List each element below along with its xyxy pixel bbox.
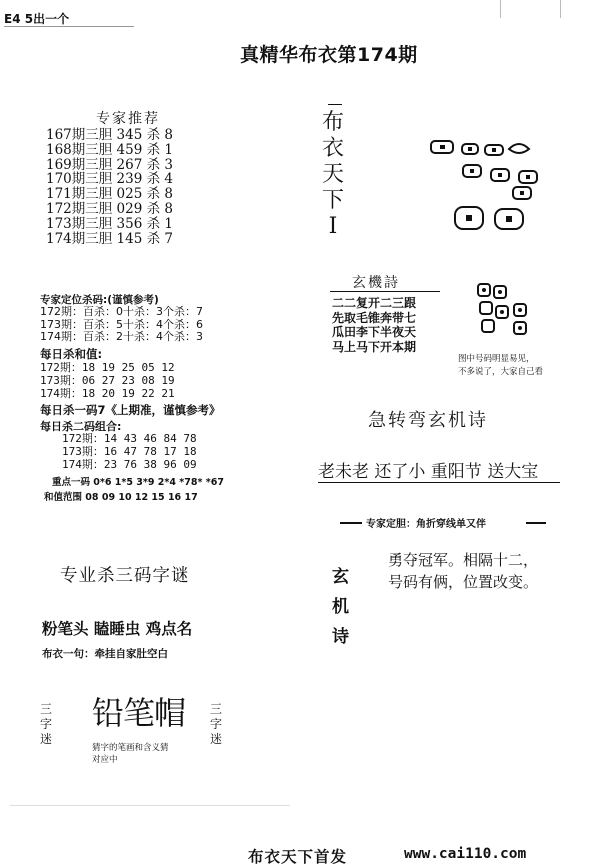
dingwei-row: 173期：百杀：5十杀：4个杀：6	[40, 317, 203, 331]
expert-row: 171期三胆 025 杀 8	[46, 186, 173, 203]
zimi-side-left	[40, 702, 52, 747]
expert-header: 专家推荐	[96, 111, 160, 127]
zhuanjia-dash-left	[340, 522, 362, 524]
expert-row: 173期三胆 356 杀 1	[46, 215, 173, 232]
top-divider-1	[500, 0, 501, 18]
xuanji-line: 瓜田李下半夜天	[332, 325, 417, 339]
xuanji-header-rule	[330, 291, 440, 292]
footer-title: 布衣天下首发	[248, 848, 348, 866]
xuanji-lines	[332, 296, 416, 354]
coin-hole	[468, 147, 472, 151]
coin-hole	[498, 173, 502, 177]
zhongdian-line: 重点一码 0*6 1*5 3*9 2*4 *78* *67	[52, 477, 224, 488]
bead-shape	[480, 302, 492, 314]
bead-dot	[500, 310, 504, 314]
jizhuan-phrase: 老未老 还了小 重阳节 送大宝	[318, 462, 539, 482]
erma-row: 172期：14 43 46 84 78	[62, 432, 197, 445]
coin-hole	[466, 215, 472, 221]
top-strip	[0, 0, 600, 30]
buyi-mark	[328, 104, 342, 105]
hezhi-header: 每日杀和值:	[40, 347, 103, 361]
xuanji-shi-line-2: 号码有俩，位置改变。	[388, 573, 539, 591]
xuanji-shi-line-1: 勇夺冠军。相隔十二，	[388, 551, 539, 569]
dingwei-rows	[40, 306, 203, 344]
expert-row: 174期三胆 145 杀 7	[46, 230, 173, 247]
footer-url: www.cai110.com	[404, 846, 527, 862]
top-divider-2	[560, 0, 561, 18]
buyi-title-char: I	[328, 214, 338, 239]
xuanji-line: 先取毛锥奔带七	[332, 310, 417, 325]
xuanji-caption-1: 图中号码明显易见，	[458, 354, 535, 364]
zimi-note-2: 对应中	[92, 755, 118, 765]
yima-line: 每日杀一码7《上期准，谨慎参考》	[40, 403, 221, 417]
xuanji-shi-char: 机	[332, 597, 349, 617]
expert-row: 167期三胆 345 杀 8	[46, 127, 173, 143]
ingot-shape	[509, 144, 529, 153]
jizhuan-title: 急转弯玄机诗	[368, 410, 488, 431]
dingwei-header: 专家定位杀码:(谨慎参考)	[40, 294, 159, 306]
zimi-side-right-char: 字	[210, 717, 223, 731]
bead-shape	[482, 320, 494, 332]
bottom-rule	[10, 805, 290, 806]
coin-hole	[506, 216, 512, 222]
jizhuan-underline	[318, 482, 560, 483]
bead-dot	[518, 326, 522, 330]
xuanji-shi-char: 玄	[332, 567, 349, 587]
bead-dot	[482, 288, 486, 292]
zimi-side-right-char: 迷	[210, 732, 223, 746]
coin-hole	[492, 148, 496, 152]
expert-row: 168期三胆 459 杀 1	[46, 141, 173, 158]
hezhi-rows	[40, 361, 175, 400]
zimi-side-left-char: 三	[40, 702, 53, 716]
xuanji-line: 二二复开二三跟	[332, 296, 417, 310]
hezhi-row: 172期：18 19 25 05 12	[40, 361, 175, 374]
hezhi-row: 174期：18 20 19 22 21	[40, 387, 175, 400]
dingwei-row: 174期：百杀：2十杀：4个杀：3	[40, 330, 203, 343]
zimi-side-right-char: 三	[210, 702, 223, 716]
expert-row: 172期三胆 029 杀 8	[46, 200, 173, 217]
expert-rows	[46, 128, 173, 246]
hezhi-range-line: 和值范围 08 09 10 12 15 16 17	[44, 492, 198, 503]
coin-hole	[440, 145, 445, 149]
erma-row: 174期：23 76 38 96 09	[62, 458, 197, 471]
buyi-title-char: 衣	[322, 136, 345, 161]
zimi-side-right	[210, 702, 222, 747]
coin-hole	[526, 175, 530, 179]
xuanji-header: 玄機詩	[352, 275, 400, 291]
buyi-title	[322, 110, 344, 240]
xuanji-shi-side	[332, 562, 349, 652]
xuanji-shi-char: 诗	[332, 627, 349, 647]
top-line	[4, 26, 134, 27]
xuanji-caption-2: 不多说了，大家自己看	[458, 367, 544, 377]
erma-row: 173期：16 47 78 17 18	[62, 445, 197, 458]
bead-dot	[518, 308, 522, 312]
buyi-title-char: 下	[322, 188, 345, 213]
xuanji-line: 马上马下开本期	[332, 339, 417, 354]
zimi-side-left-char: 字	[40, 717, 53, 731]
bead-pattern-picture	[470, 278, 550, 342]
hezhi-row: 173期：06 27 23 08 19	[40, 374, 175, 387]
coin-hole	[520, 191, 524, 195]
zhuanjia-label: 专家定胆：角折穿线单又伴	[366, 519, 486, 530]
zimi-title: 专业杀三码字谜	[60, 566, 190, 586]
buyi-title-char: 天	[322, 162, 345, 187]
zimi-hint: 布衣一句：牵挂自家肚空白	[42, 648, 168, 660]
coin-hole	[470, 169, 474, 173]
page-title: 真精华布衣第174期	[240, 44, 418, 66]
top-label: E4 5出一个	[4, 12, 70, 26]
erma-header: 每日杀二码组合:	[40, 420, 122, 433]
zimi-words: 粉笔头 瞌睡虫 鸡点名	[42, 620, 193, 638]
zimi-note-1: 猜字的笔画和含义猜	[92, 743, 169, 753]
buyi-title-char: 布	[322, 110, 345, 135]
expert-row: 170期三胆 239 杀 4	[46, 171, 173, 188]
dingwei-row: 172期：百杀：0十杀：3个杀：7	[40, 305, 203, 318]
bead-dot	[498, 290, 502, 294]
zimi-center: 铅笔帽	[92, 694, 186, 732]
expert-row: 169期三胆 267 杀 3	[46, 156, 173, 173]
erma-rows	[62, 432, 197, 471]
zhuanjia-dash-right	[526, 522, 546, 524]
zimi-side-left-char: 迷	[40, 732, 53, 746]
coin-pattern-picture	[415, 125, 565, 245]
